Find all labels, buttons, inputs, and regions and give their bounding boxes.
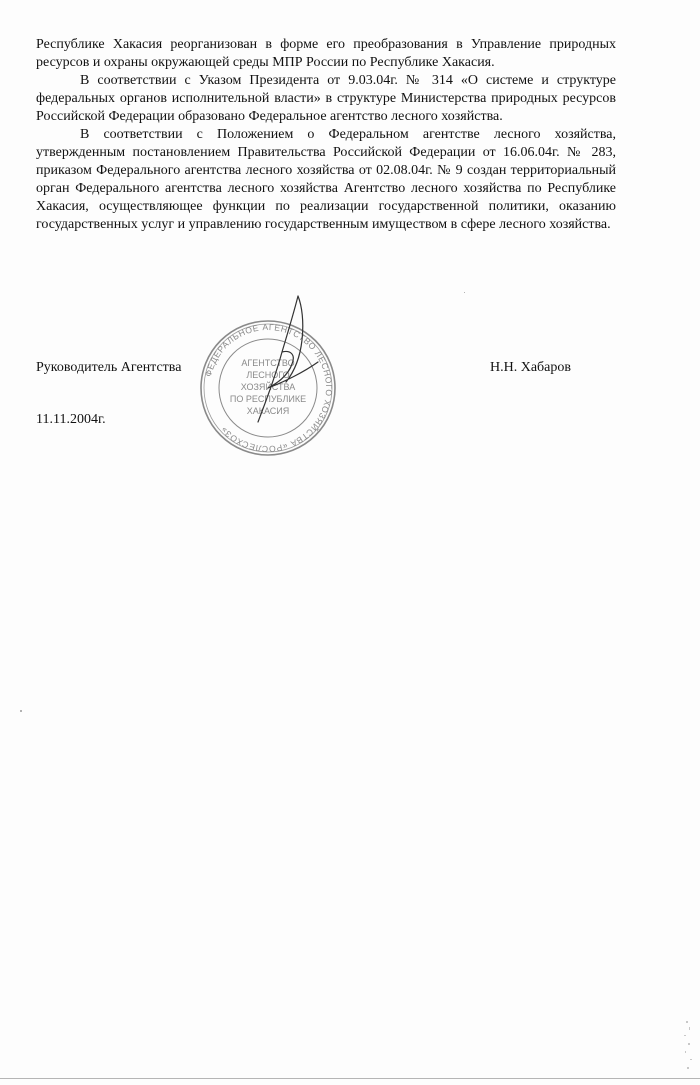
paragraph-3: В соответствии с Положением о Федеральном агентстве лесного хозяйства, утвержденным постановлением Правительства Российской Федерации от 16.06.04г. № 283, приказом Федерального агентства лесного хозяйства от 02.08.04г. № 9 создан территориальный орган Федерального агентства лесного хозяйства Агентство лесного хозяйства по Республике Хакасия, осуществляющее функции по реализации государственной политики, оказанию государственных услуг и управлению государственным имуществом в сфере лесного хозяйства.	[36, 127, 616, 232]
document-body	[36, 36, 616, 234]
svg-text:ХОЗЯЙСТВА: ХОЗЯЙСТВА	[240, 382, 296, 392]
document-date: 11.11.2004г.	[36, 412, 106, 427]
paragraph-1: Республике Хакасия реорганизован в форме его преобразования в Управление природных ресурсов и охраны окружающей среды МПР России по Республике Хакасия.	[36, 37, 616, 70]
paragraph-2: В соответствии с Указом Президента от 9.03.04г. № 314 «О системе и структуре федеральных органов исполнительной власти» в структуре Министерства природных ресурсов Российской Федерации образовано Федеральное агентство лесного хозяйства.	[36, 73, 616, 124]
scan-speck	[464, 292, 465, 293]
svg-text:АГЕНТСТВО: АГЕНТСТВО	[241, 358, 295, 368]
svg-text:ХАКАСИЯ: ХАКАСИЯ	[246, 406, 290, 416]
scan-speck	[20, 710, 22, 712]
signer-name: Н.Н. Хабаров	[490, 360, 571, 375]
scan-bottom-edge	[0, 1078, 700, 1079]
seal-outer-text: ФЕДЕРАЛЬНОЕ АГЕНТСТВО ЛЕСНОГО ХОЗЯЙСТВА «РОСЛЕСХОЗ»	[203, 321, 335, 455]
signer-title: Руководитель Агентства	[36, 360, 182, 375]
scan-edge-noise	[676, 1017, 694, 1077]
handwritten-signature	[228, 292, 348, 432]
svg-text:ПО РЕСПУБЛИКЕ: ПО РЕСПУБЛИКЕ	[229, 394, 307, 404]
svg-text:ЛЕСНОГО: ЛЕСНОГО	[246, 370, 290, 380]
